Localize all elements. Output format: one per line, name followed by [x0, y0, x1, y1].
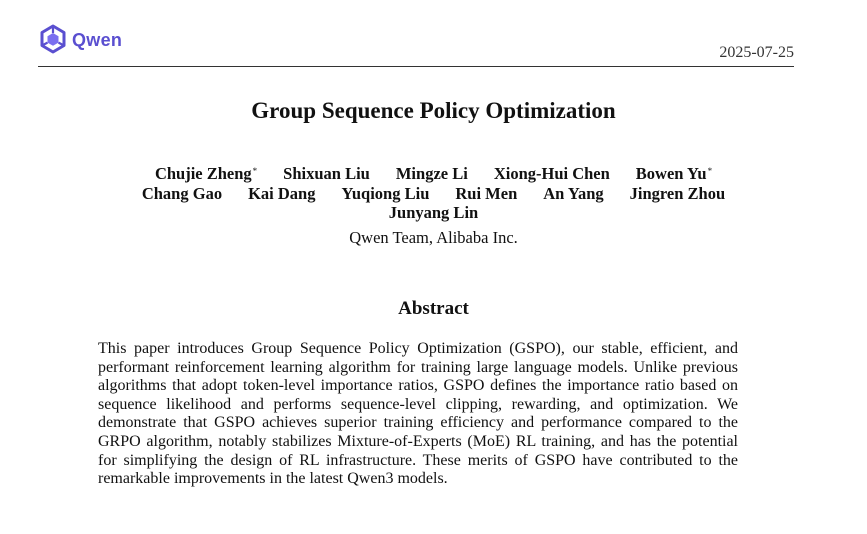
author-name — [142, 184, 222, 204]
author-name — [389, 203, 478, 223]
corresponding-author-mark: * — [252, 166, 258, 176]
affiliation: Qwen Team, Alibaba Inc. — [349, 228, 518, 247]
author-list — [0, 164, 867, 223]
author-line — [0, 184, 867, 204]
author-line — [0, 164, 867, 184]
qwen-logo-icon — [38, 24, 68, 54]
author-name — [494, 164, 610, 184]
author-name-text: Bowen Yu — [635, 164, 707, 183]
author-name — [636, 164, 712, 184]
author-name — [543, 184, 603, 204]
author-name-text: Kai Dang — [248, 183, 316, 203]
qwen-logo — [38, 24, 122, 54]
publication-date: 2025-07-25 — [719, 44, 794, 61]
author-line — [0, 203, 867, 223]
author-name-text: Chujie Zheng — [154, 164, 252, 183]
author-name — [283, 164, 370, 184]
author-name — [630, 184, 726, 204]
author-name-text: Rui Men — [455, 183, 518, 203]
corresponding-author-mark: * — [707, 166, 713, 176]
author-name-text: Junyang Lin — [388, 203, 479, 222]
author-name-text: Shixuan Liu — [283, 164, 370, 183]
author-name — [396, 164, 468, 184]
author-name-text: Jingren Zhou — [629, 183, 726, 203]
author-name-text: Chang Gao — [141, 183, 223, 203]
author-name — [248, 184, 315, 204]
logo-wordmark: Qwen — [72, 29, 123, 50]
author-name — [341, 184, 429, 204]
author-name — [455, 184, 517, 204]
abstract-heading: Abstract — [398, 298, 469, 319]
paper-title: Group Sequence Policy Optimization — [251, 98, 616, 123]
page-header — [38, 24, 794, 67]
author-name — [155, 164, 257, 184]
author-name-text: Yuqiong Liu — [341, 183, 430, 203]
abstract-text: This paper introduces Group Sequence Policy Optimization (GSPO), our stable, efficient, and performant reinforcement learning algorithm for training large language models. Unlike previous algorithms that adopt token-level importance ratios, GSPO defines the importance ratio based on sequence likelihood and performs sequence-level clipping, rewarding, and optimization. We demonstrate that GSPO achieves superior training efficiency and performance compared to the GRPO algorithm, notably stabilizes Mixture-of-Experts (MoE) RL training, and has the potential for simplifying the design of RL infrastructure. These merits of GSPO have contributed to the remarkable improvements in the latest Qwen3 models. — [98, 340, 738, 488]
author-name-text: Mingze Li — [395, 164, 468, 183]
author-name-text: An Yang — [543, 183, 604, 203]
author-name-text: Xiong-Hui Chen — [493, 164, 610, 183]
